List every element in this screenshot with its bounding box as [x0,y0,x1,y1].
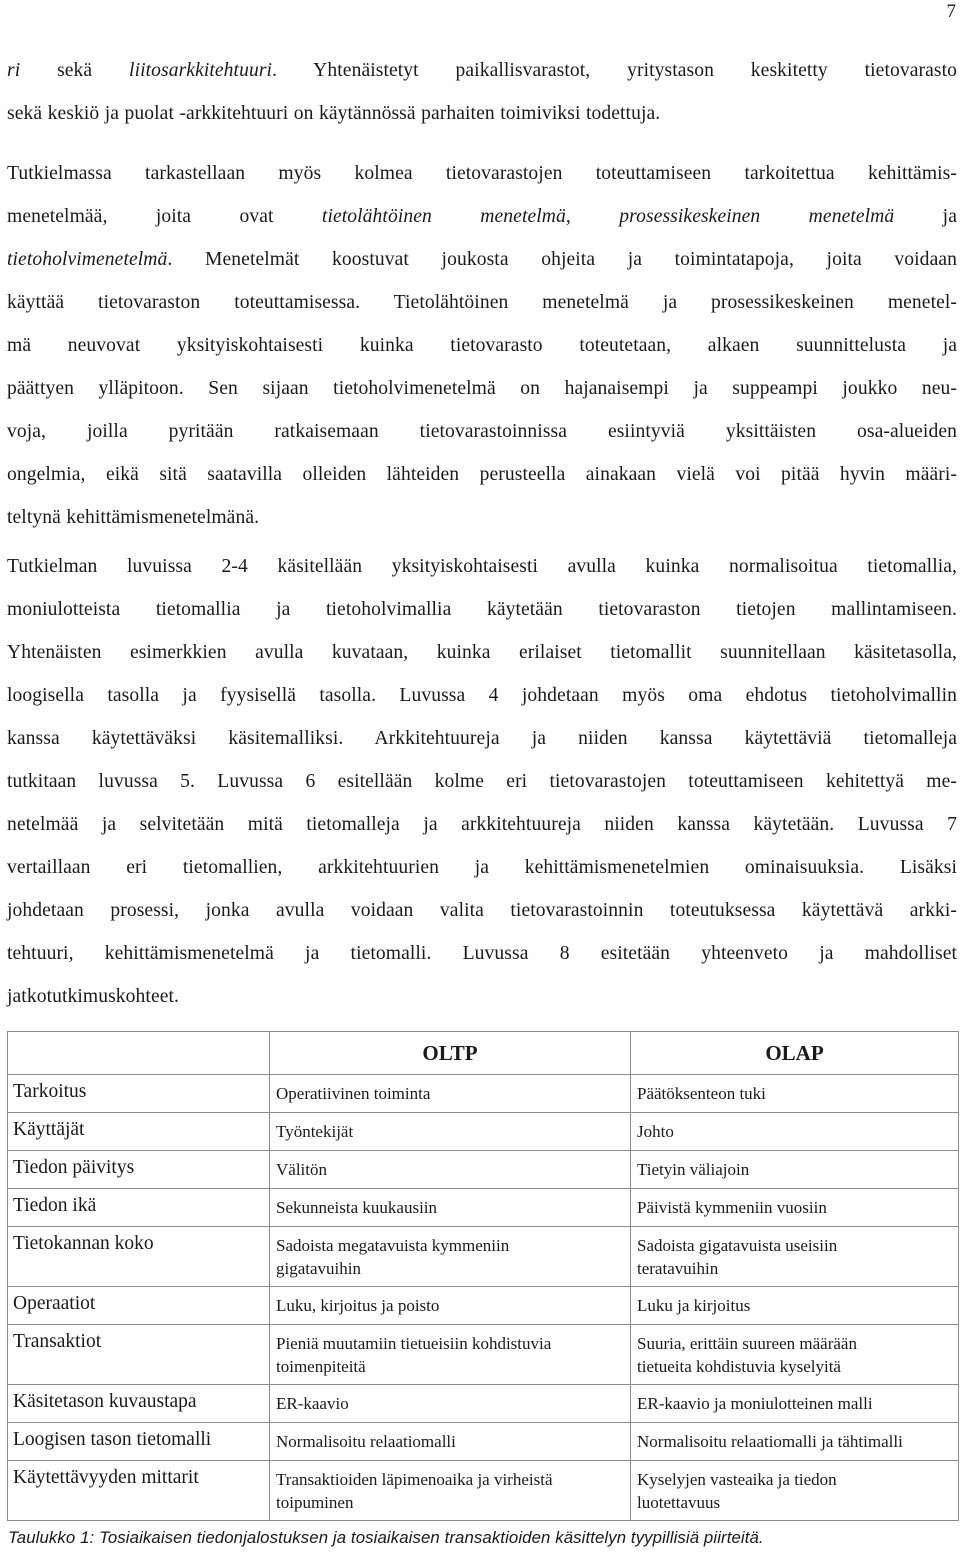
italic-term: tietoholvimenetelmä [7,249,168,270]
oltp-cell: Sekunneista kuukausiin [270,1189,631,1227]
text-line: jatkotutkimuskohteet. [7,986,180,1007]
text-line: Tutkielman luvuissa 2-4 käsitellään yksityiskohtaisesti avulla kuinka normalisoitua tietomallia, [7,556,957,577]
row-label: Tiedon päivitys [8,1151,270,1189]
header-olap: OLAP [631,1032,959,1075]
cell-line: toimenpiteitä [276,1357,366,1376]
table-row [8,1113,959,1151]
oltp-olap-comparison-table [7,1031,959,1521]
table-row [8,1189,959,1227]
olap-cell: Johto [631,1113,959,1151]
row-label: Käyttäjät [8,1113,270,1151]
text-line: kanssa käytettäväksi käsitemalliksi. Arkkitehtuureja ja niiden kanssa käytettäviä tietomalleja [7,728,957,749]
text-run: , [565,206,620,227]
row-label: Operaatiot [8,1287,270,1325]
text-line: vertaillaan eri tietomallien, arkkitehtuurien ja kehittämismenetelmien ominaisuuksia. Lisäksi [7,857,957,878]
cell-line: Sadoista megatavuista kymmeniin [276,1236,510,1255]
cell-line: luotettavuus [637,1493,721,1512]
cell-line: toipuminen [276,1493,354,1512]
text-line: päättyen ylläpitoon. Sen sijaan tietoholvimenetelmä on hajanaisempi ja suppeampi joukko neu- [7,378,957,399]
text-line: käyttää tietovaraston toteuttamisessa. Tietolähtöinen menetelmä ja prosessikeskeinen menetel- [7,292,957,313]
row-label: Tarkoitus [8,1075,270,1113]
italic-term: liitosarkkitehtuuri [129,60,273,81]
cell-line: Sadoista gigatavuista useisiin [637,1236,838,1255]
oltp-cell [270,1325,631,1385]
oltp-cell: ER-kaavio [270,1385,631,1423]
paragraph-1 [7,49,957,135]
cell-line: Suuria, erittäin suureen määrään [637,1334,857,1353]
paragraph-2 [7,152,957,539]
text-run: sekä [20,60,130,81]
italic-term: ri [7,60,21,81]
row-label: Tietokannan koko [8,1227,270,1287]
olap-cell: Normalisoitu relaatiomalli ja tähtimalli [631,1423,959,1461]
text-run: ja [894,206,957,227]
olap-cell [631,1325,959,1385]
cell-line: Pieniä muutamiin tietueisiin kohdistuvia [276,1334,552,1353]
table-row [8,1227,959,1287]
oltp-cell [270,1227,631,1287]
header-blank-cell [8,1032,270,1075]
table-row [8,1385,959,1423]
text-line: teltynä kehittämismenetelmänä. [7,507,260,528]
header-oltp: OLTP [270,1032,631,1075]
text-line: sekä keskiö ja puolat -arkkitehtuuri on käytännössä parhaiten toimiviksi todettuja. [7,103,661,124]
italic-term: prosessikeskeinen menetelmä [619,206,895,227]
cell-line: Kyselyjen vasteaika ja tiedon [637,1470,837,1489]
italic-term: tietolähtöinen menetelmä [321,206,566,227]
olap-cell [631,1461,959,1521]
oltp-cell: Työntekijät [270,1113,631,1151]
text-run: menetelmää, joita ovat [7,206,322,227]
cell-line: tietueita kohdistuvia kyselyitä [637,1357,841,1376]
oltp-cell: Luku, kirjoitus ja poisto [270,1287,631,1325]
text-line [7,49,957,92]
row-label: Käytettävyyden mittarit [8,1461,270,1521]
table-caption: Taulukko 1: Tosiaikaisen tiedonjalostuksen ja tosiaikaisen transaktioiden käsittelyn tyypillisiä piirteitä. [8,1528,764,1547]
page-number: 7 [946,1,956,22]
table-row [8,1287,959,1325]
text-line: moniulotteista tietomallia ja tietoholvimallia käytetään tietovaraston tietojen mallintamiseen. [7,599,957,620]
olap-cell: ER-kaavio ja moniulotteinen malli [631,1385,959,1423]
row-label: Tiedon ikä [8,1189,270,1227]
oltp-cell: Operatiivinen toiminta [270,1075,631,1113]
olap-cell: Luku ja kirjoitus [631,1287,959,1325]
olap-cell: Tietyin väliajoin [631,1151,959,1189]
paragraph-3 [7,545,957,1018]
text-line [7,195,957,238]
oltp-cell: Välitön [270,1151,631,1189]
text-line: mä neuvovat yksityiskohtaisesti kuinka tietovarasto toteutetaan, alkaen suunnittelusta ja [7,335,957,356]
text-line: ongelmia, eikä sitä saatavilla olleiden lähteiden perusteella ainakaan vielä voi pitää hyvin määri- [7,464,957,485]
text-line: johdetaan prosessi, jonka avulla voidaan valita tietovarastoinnin toteutuksessa käytettävä arkki- [7,900,957,921]
table-row [8,1461,959,1521]
text-line: tutkitaan luvussa 5. Luvussa 6 esitellään kolme eri tietovarastojen toteuttamiseen kehitettyä me- [7,771,957,792]
text-line: tehtuuri, kehittämismenetelmä ja tietomalli. Luvussa 8 esitetään yhteenveto ja mahdolliset [7,943,957,964]
text-line: voja, joilla pyritään ratkaisemaan tietovarastoinnissa esiintyviä yksittäisten osa-alueiden [7,421,957,442]
olap-cell: Päätöksenteon tuki [631,1075,959,1113]
row-label: Loogisen tason tietomalli [8,1423,270,1461]
row-label: Käsitetason kuvaustapa [8,1385,270,1423]
olap-cell [631,1227,959,1287]
text-run: . Menetelmät koostuvat joukosta ohjeita ja toimintatapoja, joita voidaan [167,249,957,270]
table-row [8,1075,959,1113]
text-line: netelmää ja selvitetään mitä tietomalleja ja arkkitehtuureja niiden kanssa käytetään. Luvussa 7 [7,814,957,835]
table-header-row [8,1032,959,1075]
olap-cell: Päivistä kymmeniin vuosiin [631,1189,959,1227]
text-line: Tutkielmassa tarkastellaan myös kolmea tietovarastojen toteuttamiseen tarkoitettua kehittämis- [7,163,957,184]
table-row [8,1423,959,1461]
oltp-cell: Normalisoitu relaatiomalli [270,1423,631,1461]
cell-line: Transaktioiden läpimenoaika ja virheistä [276,1470,553,1489]
cell-line: teratavuihin [637,1259,719,1278]
text-line: Yhtenäisten esimerkkien avulla kuvataan, kuinka erilaiset tietomallit suunnitellaan käsitetasolla, [7,642,957,663]
table-row [8,1151,959,1189]
cell-line: gigatavuihin [276,1259,361,1278]
table-row [8,1325,959,1385]
text-run: . Yhtenäistetyt paikallisvarastot, yritystason keskitetty tietovarasto [272,60,957,81]
text-line: loogisella tasolla ja fyysisellä tasolla. Luvussa 4 johdetaan myös oma ehdotus tietoholvimallin [7,685,957,706]
oltp-cell [270,1461,631,1521]
text-line [7,238,957,281]
row-label: Transaktiot [8,1325,270,1385]
